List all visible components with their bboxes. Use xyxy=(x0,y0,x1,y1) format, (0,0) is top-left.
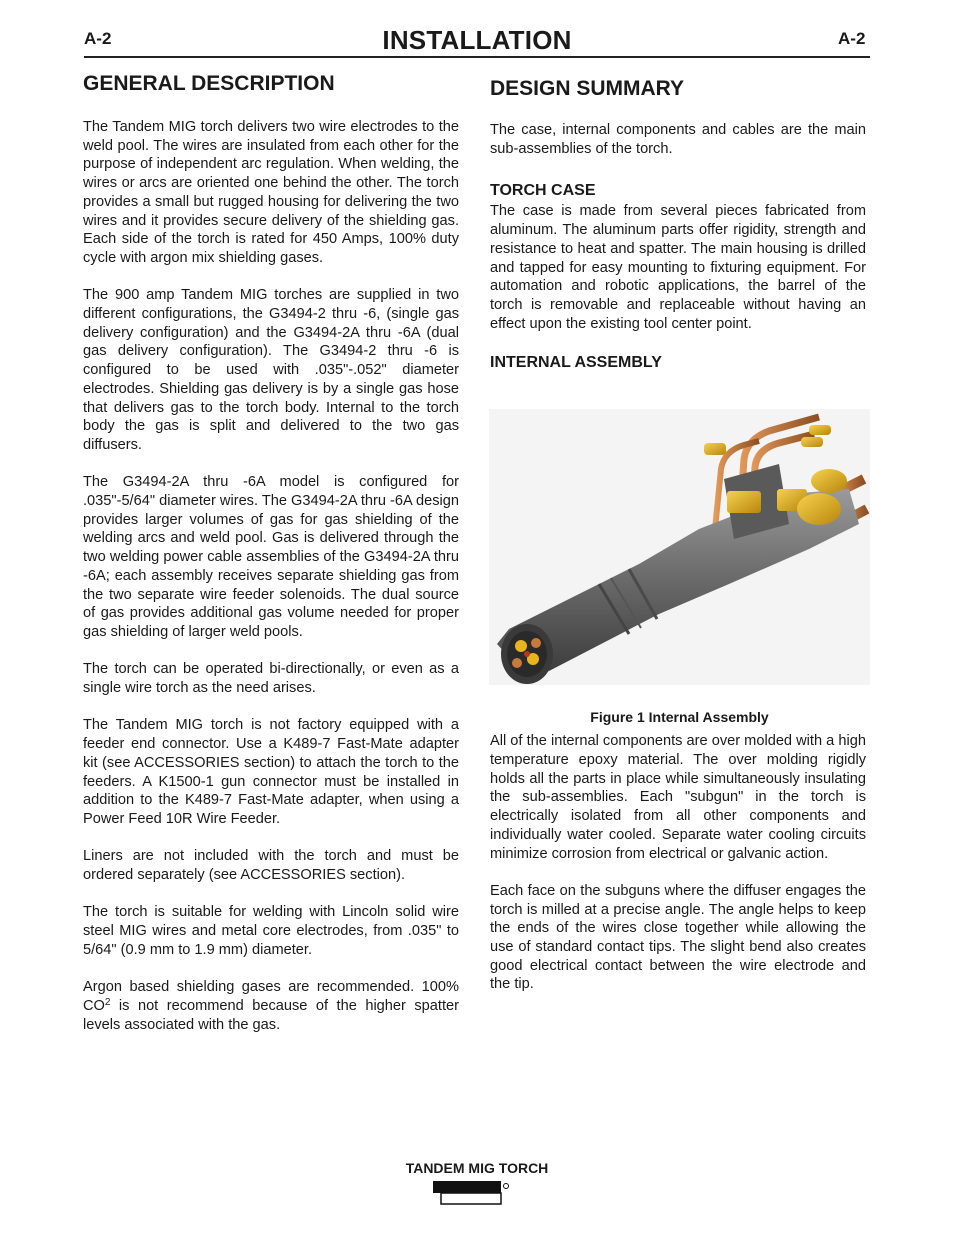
liners-paragraph: Liners are not included with the torch and must be ordered separately (see ACCESSORIES section). xyxy=(83,848,459,884)
dual-gas-paragraph: The G3494-2A thru -6A model is configured for .035"-5/64" diameter wires. The G3494-2A thru -6A design provides larger volumes of gas for gas shielding of the welding arcs and weld pool. Gas is delivered through the two welding power cable assemblies of the G3494-2A thru -6A; each assembly receives separate shielding gas from the two separate wire feeder solenoids. The dual source of gas provides additional gas volume needed for proper gas shielding of larger weld pools. xyxy=(83,474,459,640)
general-description-paragraph: The Tandem MIG torch delivers two wire electrodes to the weld pool. The wires are insulated from each other for the purpose of independent arc regulation. When welding, the wires or arcs are oriented one behind the other. The torch provides a small but rugged housing for delivering the two wires and it provides secure delivery of the shielding gas. Each side of the torch is rated for 450 Amps, 100% duty cycle with argon mix shielding gases. xyxy=(83,119,459,266)
over-molding-paragraph: All of the internal components are over molded with a high temperature epoxy material. The over molding rigidly holds all the parts in place while simultaneously insulating the sub-assemblies. Each "subgun" in the torch is electrically isolated from all other components and individually water cooled. Separate water cooling circuits minimize corrosion from electrical or galvanic action. xyxy=(490,733,866,862)
page-number-right: A-2 xyxy=(838,29,866,48)
footer-title: TANDEM MIG TORCH xyxy=(405,1160,549,1176)
connector-paragraph: The Tandem MIG torch is not factory equipped with a feeder end connector. Use a K489-7 Fast-Mate adapter kit (see ACCESSORIES section) to attach the torch to the feeders. A K1500-1 gun connector must be installed in addition to the K489-7 Fast-Mate adapter, when using a Power Feed 10R Wire Feeder. xyxy=(83,717,459,827)
figure-caption: Figure 1 Internal Assembly xyxy=(590,709,769,725)
design-summary-intro: The case, internal components and cables are the main sub-assemblies of the torch. xyxy=(490,122,866,157)
shielding-gas-paragraph xyxy=(83,978,459,1034)
design-summary-heading: DESIGN SUMMARY xyxy=(490,77,685,100)
page-number-left: A-2 xyxy=(84,29,112,48)
bidirectional-paragraph: The torch can be operated bi-directionally, or even as a single wire torch as the need arises. xyxy=(83,661,459,697)
wire-suitability-paragraph: The torch is suitable for welding with Lincoln solid wire steel MIG wires and metal core electrodes, from .035" to 5/64" (0.9 mm to 1.9 mm) diameter. xyxy=(83,904,459,958)
header-rule xyxy=(84,56,870,58)
shielding-gas-text-cont: is not recommend because of the higher spatter levels associated with the gas. xyxy=(83,997,459,1033)
internal-assembly-figure xyxy=(489,409,870,685)
torch-case-heading: TORCH CASE xyxy=(490,182,596,200)
page-title: INSTALLATION xyxy=(382,25,572,55)
configuration-paragraph: The 900 amp Tandem MIG torches are supplied in two different configurations, the G3494-2 thru -6, (single gas delivery configuration) and the G3494-2A thru -6A (dual gas delivery configuration). The G3494-2 thru -6 is configured to be used with .035"-.052" diameter electrodes. Shielding gas delivery is by a single gas hose that delivers gas to the torch body. Internal to the torch body the gas is split and delivered to the two gas diffusers. xyxy=(83,287,459,453)
torch-case-paragraph: The case is made from several pieces fabricated from aluminum. The aluminum parts offer rigidity, strength and resistance to heat and spatter. The main housing is drilled and tapped for easy mounting to fixturing equipment. For automation and robotic applications, the barrel of the torch is removable and replaceable without having an effect upon the existing tool center point. xyxy=(490,203,866,332)
left-column xyxy=(83,70,459,1034)
general-description-heading: GENERAL DESCRIPTION xyxy=(83,72,335,95)
co2-superscript: 2 xyxy=(104,996,111,1008)
subgun-angle-paragraph: Each face on the subguns where the diffuser engages the torch is milled at a precise angle. The angle helps to keep the ends of the wires close together while allowing the use of standard contact tips. The slight bend also creates good electrical contact between the wire electrode and the tip. xyxy=(490,882,866,993)
shielding-gas-text: Argon based shielding gases are recommended. 100% CO xyxy=(83,979,459,1014)
lincoln-electric-logo xyxy=(433,1180,513,1206)
internal-assembly-heading: INTERNAL ASSEMBLY xyxy=(490,354,662,372)
